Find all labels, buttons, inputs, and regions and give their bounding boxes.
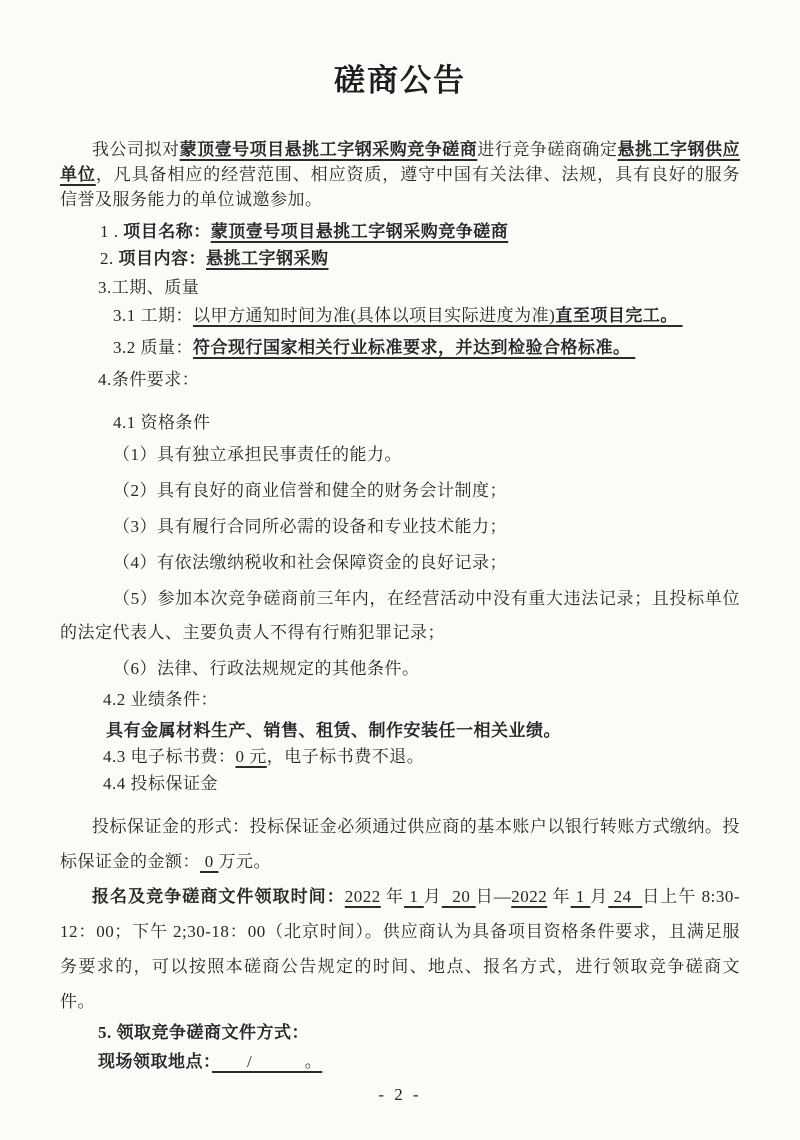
fee-value: 0 元 <box>235 747 267 766</box>
item-project-name <box>60 218 740 245</box>
section5-heading: 5. 领取竞争磋商文件方式： <box>98 1023 309 1042</box>
section4-heading: 4.条件要求： <box>98 370 200 389</box>
condition-item-3: （3）具有履行合同所必需的设备和专业技术能力； <box>113 517 507 536</box>
signup-label: 报名及竞争磋商文件领取时间： <box>92 887 345 906</box>
signup-sep4: 年 <box>547 887 571 906</box>
fee-tail: ，电子标书费不退。 <box>266 747 425 766</box>
condition-item-5: （5）参加本次竞争磋商前三年内，在经营活动中没有重大违法记录；且投标单位的法定代表人、主要负责人不得有行贿犯罪记录； <box>60 589 740 642</box>
duration-value: 以甲方通知时间为准(具体以项目实际进度为准) <box>193 306 556 325</box>
deposit-text: 投标保证金的形式：投标保证金必须通过供应商的基本账户以银行转账方式缴纳。投标保证金的金额： <box>60 817 740 871</box>
item2-number: 2. <box>100 249 119 268</box>
item1-label: 项目名称： <box>123 222 211 241</box>
fee-line <box>60 743 740 770</box>
signup-day2: 24 <box>608 887 643 906</box>
signup-day1: 20 <box>441 887 476 906</box>
qualification-heading: 4.1 资格条件 <box>113 413 211 432</box>
intro-text-post: ，凡具备相应的经营范围、相应资质，遵守中国有关法律、法规，具有良好的服务信誉及服务能力的单位诚邀参加。 <box>60 165 741 209</box>
condition-item-4: （4）有依法缴纳税收和社会保障资金的良好记录； <box>113 553 507 572</box>
page-number: - 2 - <box>378 1085 422 1104</box>
signup-month1: 1 <box>404 887 424 906</box>
signup-year2: 2022 <box>511 887 548 906</box>
item1-number: 1 . <box>100 222 124 241</box>
intro-paragraph <box>60 137 740 212</box>
quality-label: 3.2 质量： <box>113 338 193 357</box>
item2-label: 项目内容： <box>118 249 206 268</box>
quality-line <box>60 334 740 361</box>
deposit-tail: 万元。 <box>218 852 271 871</box>
performance-requirement: 具有金属材料生产、销售、租赁、制作安装任一相关业绩。 <box>106 721 561 740</box>
quality-value: 符合现行国家相关行业标准要求，并达到检验合格标准。 <box>193 338 636 357</box>
intro-supplier: 悬挑工字钢供应单位 <box>60 140 741 184</box>
condition-item-2: （2）具有良好的商业信誉和健全的财务会计制度； <box>113 481 507 500</box>
intro-text-pre: 我公司拟对 <box>92 140 180 159</box>
signup-sep3: 日— <box>475 887 512 906</box>
signup-sep1: 年 <box>380 887 405 906</box>
signup-sep5: 月 <box>590 887 609 906</box>
pickup-location-label: 现场领取地点： <box>98 1052 212 1071</box>
item1-value: 蒙顶壹号项目悬挑工字钢采购竞争磋商 <box>210 222 509 241</box>
duration-value-tail: 直至项目完工。 <box>555 306 683 325</box>
duration-label: 3.1 工期： <box>113 306 193 325</box>
item-project-content <box>60 245 740 272</box>
duration-line <box>60 302 740 329</box>
pickup-location-line <box>60 1048 740 1075</box>
deposit-heading: 4.4 投标保证金 <box>103 774 218 793</box>
signup-tail: 日上午 8:30-12：00；下午 2;30-18：00（北京时间）。供应商认为具备项目资格条件要求，且满足服务要求的，可以按照本磋商公告规定的时间、地点、报名方式，进行领取竞争磋商文件。 <box>60 887 741 1011</box>
condition-item-6: （6）法律、行政法规规定的其他条件。 <box>113 659 420 678</box>
signup-sep2: 月 <box>423 887 442 906</box>
condition-item-1: （1）具有独立承担民事责任的能力。 <box>113 445 402 464</box>
section3-heading: 3.工期、质量 <box>98 278 200 297</box>
intro-project-name: 蒙顶壹号项目悬挑工字钢采购竞争磋商 <box>179 140 478 159</box>
fee-label: 4.3 电子标书费： <box>103 747 236 766</box>
intro-text-mid: 进行竞争磋商确定 <box>477 140 618 159</box>
deposit-paragraph <box>60 809 740 879</box>
performance-heading: 4.2 业绩条件： <box>103 690 218 709</box>
signup-year1: 2022 <box>344 887 381 906</box>
signup-time-paragraph <box>60 879 740 1019</box>
item2-value: 悬挑工字钢采购 <box>206 249 329 268</box>
signup-month2: 1 <box>570 887 591 906</box>
deposit-amount: 0 <box>200 852 219 871</box>
page-title: 磋商公告 <box>334 63 466 98</box>
pickup-location-blank: / 。 <box>212 1052 323 1071</box>
